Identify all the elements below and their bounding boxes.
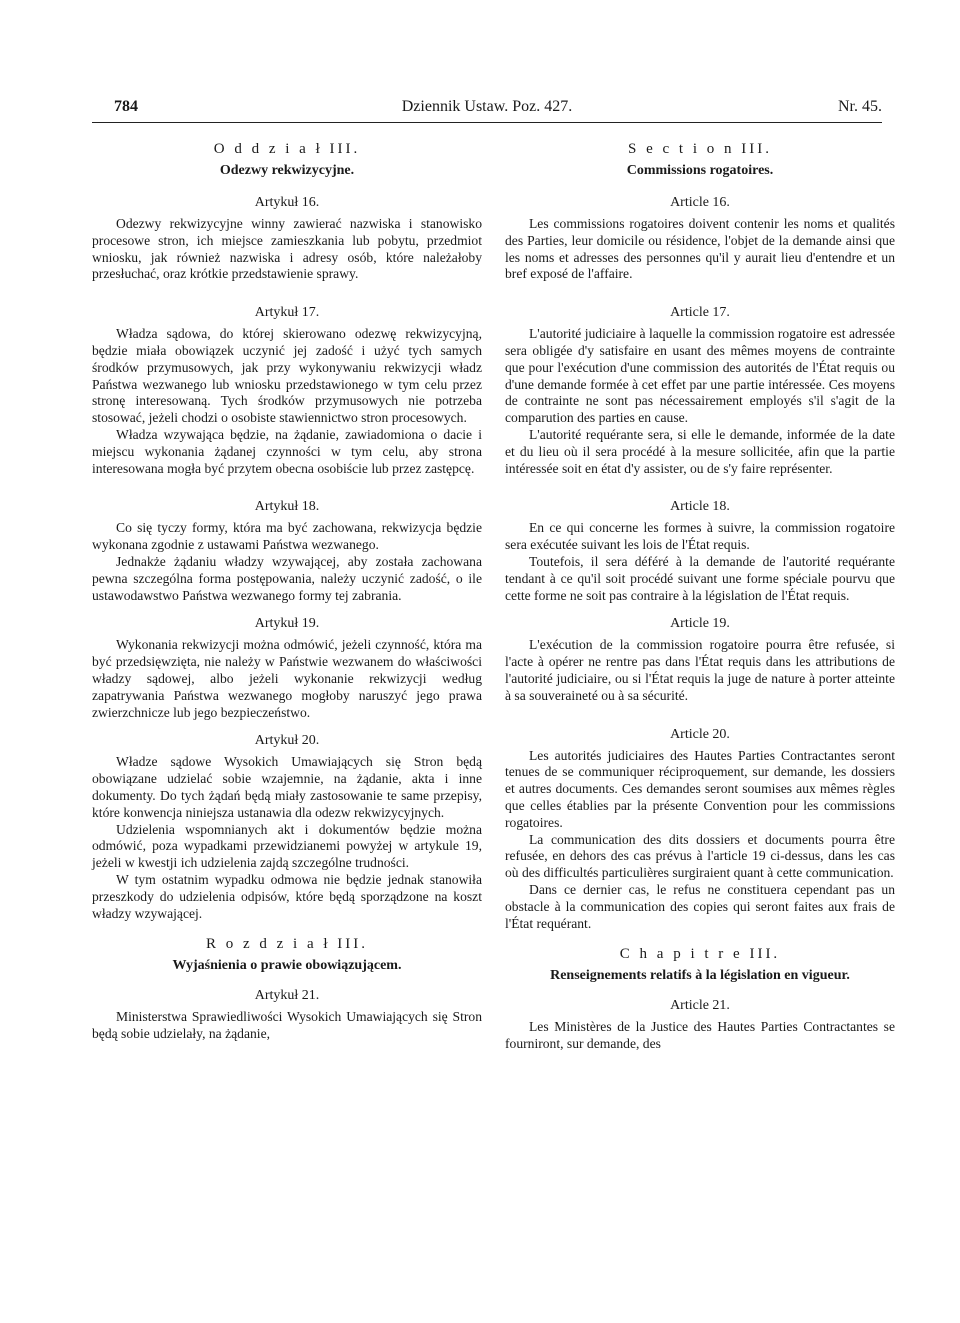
chapter-heading: R o z d z i a ł III. (205, 936, 369, 953)
issue-number: Nr. 45. (838, 98, 882, 115)
article-20-paragraph: Les autorités judiciaires des Hautes Parties Contractantes seront tenues de se communiquer réciproquement, sur demande, les dossiers et autres documents. Ces demandes seront soumises aux mêmes règles que celles établies par la présente Convention pour les commissions rogatoires. (505, 747, 895, 830)
chapter-subtitle: Renseignements relatifs à la législation en vigueur. (550, 968, 850, 984)
article-18-paragraph: Jednakże żądaniu władzy wzywającej, aby została zachowana pewna szczególna forma postępowania, należy uczynić zadość, o ile ustawodawstwo Państwa wezwanego formy tej zabrania. (92, 553, 482, 603)
article-16-title: Artykuł 16. (254, 195, 320, 210)
article-18-title: Artykuł 18. (254, 499, 320, 515)
article-19-paragraph: Wykonania rekwizycji można odmówić, jeżeli czynność, która ma być przedsięwzięta, nie należy w Państwie wezwanem do właściwości władzy sądowej, albo jeżeli wykonanie rekwizycji według zapatrywania Państwa wezwanego mogłoby naruszyć jego prawa zwierzchnicze lub jego bezpieczeństwo. (92, 637, 482, 720)
article-17-title: Artykuł 17. (254, 305, 320, 321)
chapter-subtitle: Wyjaśnienia o prawie obowiązującem. (172, 958, 402, 974)
article-17-paragraph: Władza wzywająca będzie, na żądanie, zawiadomiona o dacie i miejscu wykonania żądanej czynności w tym celu, aby strona interesowana mogła być przytem obecna osobiście lub przez zastępcę. (92, 426, 482, 476)
article-20-paragraph: Władze sądowe Wysokich Umawiających się Stron będą obowiązane udzielać sobie wzajemnie, na żądanie, akta i inne dokumenty. Do tych żądań będą miały zastosowanie te same przepisy, które konwencja niniejsza ustanawia dla odezw rekwizycyjnych. (92, 754, 482, 820)
article-21-paragraph: Les Ministères de la Justice des Hautes Parties Contractantes se fourniront, sur demande, des (505, 1019, 895, 1052)
section-subtitle: Commissions rogatoires. (626, 163, 774, 178)
article-18-paragraph: Co się tyczy formy, która ma być zachowana, rekwizycja będzie wykonana zgodnie z ustawami Państwa wezwanego. (92, 520, 482, 553)
section-subtitle: Odezwy rekwizycyjne. (219, 163, 355, 178)
article-20-paragraph: La communication des dits dossiers et documents pourra être refusée, en dehors des cas prévus à l'article 19 ci-dessus, dans les cas où des difficultés particulières surgiraient quant à cette communication. (505, 831, 895, 881)
article-17-paragraph: Władza sądowa, do której skierowano odezwę rekwizycyjną, będzie miała obowiązek uczynić jej zadość i użyć tych samych środków przymusowych, jak przy wykonywaniu rekwizycji władz Państwa wezwanego lub wniosku przedstawionego w tym celu przez stronę interesowaną. Tych środków przymusowych nie potrzeba stosować, jeżeli chodzi o osobiste stawiennictwo stron procesowych. (92, 326, 482, 426)
article-17-paragraph: L'autorité judiciaire à laquelle la commission rogatoire est adressée sera obligée d'y satisfaire en usant des mêmes moyens de contrainte que pour l'exécution d'une commission des autorités de l'État requis ou d'une demande formée à cet effet par une partie intéressée. Ces moyens de contrainte ne sont pas nécessairement employés s'il s'agit de la comparution des parties en cause. (505, 326, 895, 426)
journal-title: Dziennik Ustaw. Poz. 427. (401, 98, 573, 115)
french-column (505, 141, 895, 1053)
chapter-heading: C h a p i t r e III. (619, 946, 781, 963)
polish-column (92, 141, 482, 1043)
header-rule (92, 122, 882, 123)
article-21-title: Article 21. (670, 998, 730, 1014)
article-19-title: Artykuł 19. (254, 616, 320, 632)
article-18-paragraph: En ce qui concerne les formes à suivre, la commission rogatoire sera exécutée suivant les lois de l'État requis. (505, 520, 895, 553)
section-heading: S e c t i o n III. (628, 141, 772, 157)
article-17-paragraph: L'autorité requérante sera, si elle le demande, informée de la date et du lieu où il sera procédé à la mesure sollicitée, afin que la partie intéressée soit en état d'y assister, ou de s'y faire représenter. (505, 426, 895, 476)
article-17-title: Article 17. (670, 305, 730, 321)
page-number: 784 (114, 98, 138, 115)
article-19-title: Article 19. (670, 616, 730, 632)
article-20-paragraph: W tym ostatnim wypadku odmowa nie będzie jednak stanowiła przeszkody do udzielenia odpisów, które będą sporządzone na koszt władzy wzywającej. (92, 871, 482, 921)
article-16-paragraph: Odezwy rekwizycyjne winny zawierać nazwiska i stanowisko procesowe stron, ich miejsce zamieszkania lub pobytu, przedmiot wniosku, jak również nazwiska i adresy osób, które należałoby przesłuchać, oraz krótkie przedstawienie sprawy. (92, 216, 482, 282)
article-20-paragraph: Dans ce dernier cas, le refus ne constituera cependant pas un obstacle à la communication des copies qui seront faites aux frais de l'État requérant. (505, 881, 895, 931)
article-19-paragraph: L'exécution de la commission rogatoire pourra être refusée, si l'acte à opérer ne rentre pas dans l'État requis dans les attributions de l'autorité judiciaire, ou si l'État requis la juge de nature à porter atteinte à sa souveraineté ou à sa sécurité. (505, 637, 895, 703)
article-16-title: Article 16. (670, 195, 730, 210)
article-16-paragraph: Les commissions rogatoires doivent contenir les noms et qualités des Parties, leur domicile ou résidence, l'objet de la demande ainsi que les noms et adresses des personnes qu'il y aurait lieu d'entendre et un bref exposé de l'affaire. (505, 216, 895, 282)
article-20-title: Article 20. (670, 726, 730, 742)
article-18-paragraph: Toutefois, il sera déféré à la demande de l'autorité requérante tendant à ce qu'il soit procédé suivant une forme spéciale pourvu que cette forme ne soit pas contraire à la législation de l'État requis. (505, 553, 895, 603)
article-20-title: Artykuł 20. (254, 733, 320, 749)
section-heading: O d d z i a ł III. (213, 141, 361, 157)
article-21-paragraph: Ministerstwa Sprawiedliwości Wysokich Umawiających się Stron będą sobie udzielały, na żądanie, (92, 1009, 482, 1042)
article-18-title: Article 18. (670, 499, 730, 515)
article-20-paragraph: Udzielenia wspomnianych akt i dokumentów będzie można odmówić, poza wypadkami przewidzianemi powyżej w artykule 19, jeżeli w kwestji ich udzielenia zajdą szczególne trudności. (92, 821, 482, 871)
page-header (92, 98, 882, 120)
article-21-title: Artykuł 21. (254, 988, 320, 1004)
